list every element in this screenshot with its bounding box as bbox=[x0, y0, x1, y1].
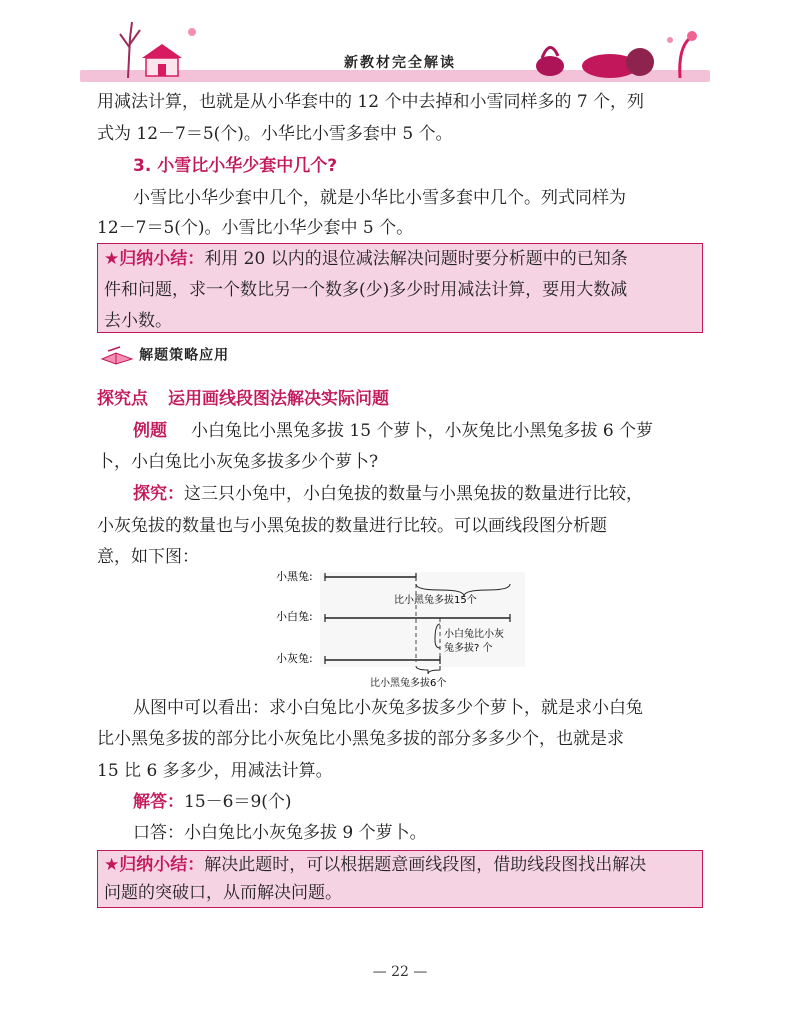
paragraph-line: 用减法计算，也就是从小华套中的 12 个中去掉和小雪同样多的 7 个，列 bbox=[97, 92, 645, 112]
answer-equation: 15－6＝9(个) bbox=[184, 792, 292, 812]
explore-label: 探究点 bbox=[97, 389, 148, 409]
question-label: 小白兔比小灰 bbox=[444, 629, 504, 640]
example-line bbox=[133, 415, 653, 447]
inquiry-text: 这三只小兔中，小白兔拔的数量与小黑兔拔的数量进行比较， bbox=[184, 484, 643, 504]
book-icon bbox=[100, 345, 134, 365]
answer-label: 解答： bbox=[133, 792, 184, 812]
analysis-text: 从图中可以看出：求小白兔比小灰兔多拔多少个萝卜，就是求小白兔 bbox=[133, 698, 643, 718]
answer-line bbox=[133, 786, 292, 818]
summary-text: 去小数。 bbox=[104, 311, 172, 331]
header-title: 新教材完全解读 bbox=[344, 55, 456, 71]
segment-diagram bbox=[270, 570, 540, 690]
paragraph-line: 小雪比小华少套中几个，就是小华比小雪多套中几个。列式同样为 bbox=[133, 188, 626, 208]
summary-text: 件和问题，求一个数比另一个数多(少)多少时用减法计算，要用大数减 bbox=[104, 280, 628, 300]
paragraph-line: 12－7＝5(个)。小雪比小华少套中 5 个。 bbox=[97, 218, 414, 238]
section-title: 解题策略应用 bbox=[139, 347, 230, 364]
page-number: — 22 — bbox=[372, 964, 428, 980]
summary-label: ★归纳小结： bbox=[104, 249, 205, 269]
example-label: 例题 bbox=[133, 421, 167, 441]
summary-text: 问题的突破口，从而解决问题。 bbox=[104, 883, 342, 903]
analysis-text: 比小黑兔多拔的部分比小灰兔比小黑兔多拔的部分多多少个，也就是求 bbox=[97, 729, 624, 749]
example-text: 小白兔比小黑兔多拔 15 个萝卜，小灰兔比小黑兔多拔 6 个萝 bbox=[191, 421, 654, 441]
more-15-label: 比小黑兔多拔15个 bbox=[394, 595, 477, 606]
summary-text: 利用 20 以内的退位减法解决问题时要分析题中的已知条 bbox=[204, 249, 628, 269]
summary-text: 解决此题时，可以根据题意画线段图，借助线段图找出解决 bbox=[204, 855, 647, 875]
explore-heading bbox=[97, 383, 389, 415]
example-text: 卜，小白兔比小灰兔多拔多少个萝卜? bbox=[97, 452, 379, 472]
summary-label: ★归纳小结： bbox=[104, 855, 205, 875]
summary-box bbox=[97, 850, 703, 908]
paragraph-line: 式为 12－7＝5(个)。小华比小雪多套中 5 个。 bbox=[97, 124, 453, 144]
gray-rabbit-label: 小灰兔: bbox=[276, 652, 313, 665]
diagram-background bbox=[320, 572, 525, 667]
inquiry-text: 小灰兔拔的数量也与小黑兔拔的数量进行比较。可以画线段图分析题 bbox=[97, 516, 607, 536]
inquiry-label: 探究： bbox=[133, 484, 184, 504]
oral-answer: 口答：小白兔比小灰兔多拔 9 个萝卜。 bbox=[133, 823, 427, 843]
question-label: 兔多拔? 个 bbox=[444, 643, 493, 654]
question-heading: 3. 小雪比小华少套中几个? bbox=[133, 156, 338, 176]
analysis-text: 15 比 6 多多少，用减法计算。 bbox=[97, 761, 333, 781]
section-heading bbox=[100, 344, 229, 366]
more-6-label: 比小黑兔多拔6个 bbox=[370, 678, 447, 689]
explore-title: 运用画线段图法解决实际问题 bbox=[168, 389, 389, 409]
inquiry-line bbox=[133, 478, 643, 510]
black-rabbit-label: 小黑兔: bbox=[276, 570, 313, 583]
white-rabbit-label: 小白兔: bbox=[276, 610, 313, 623]
brace-6 bbox=[416, 666, 440, 674]
inquiry-text: 意，如下图： bbox=[97, 547, 199, 567]
summary-box bbox=[97, 243, 703, 333]
